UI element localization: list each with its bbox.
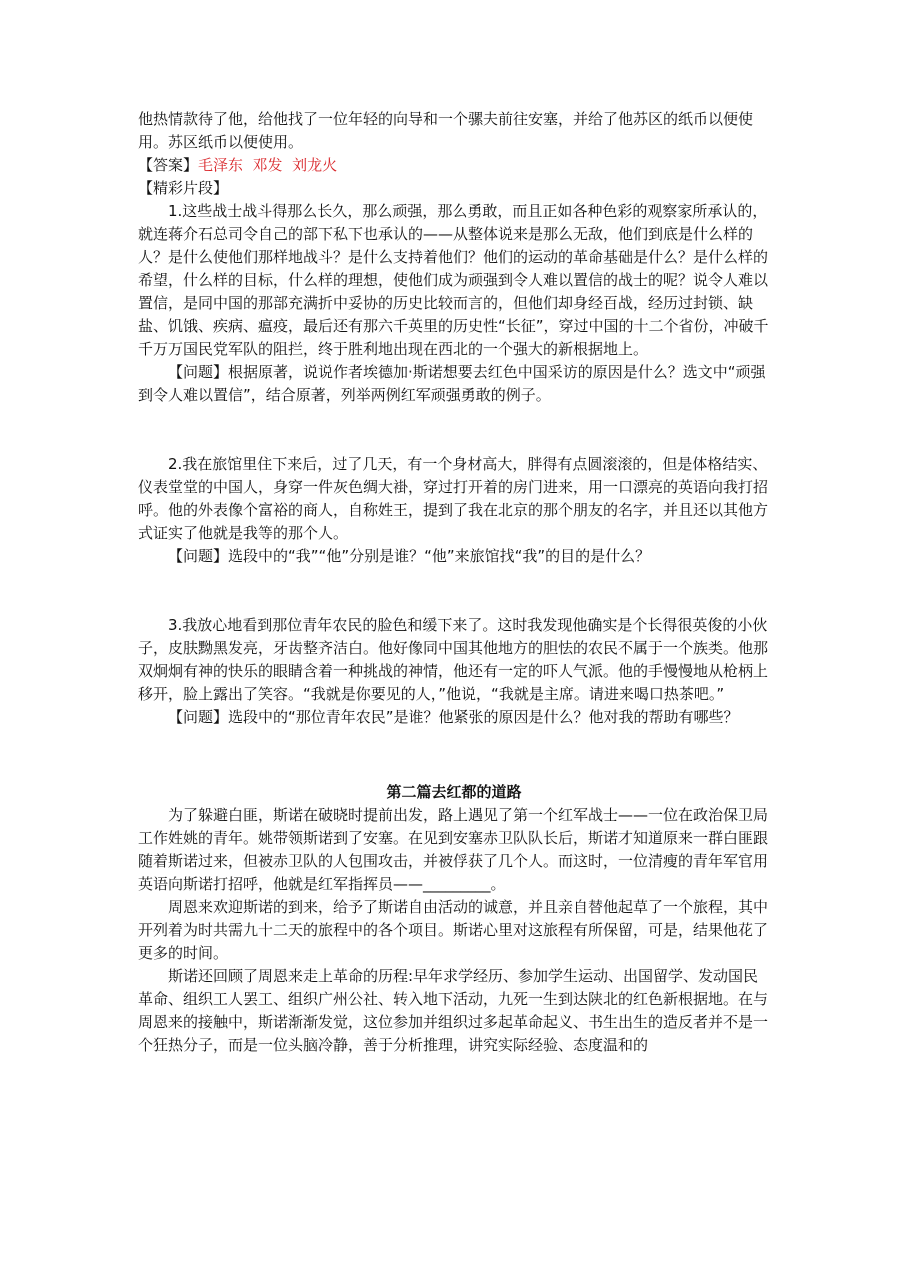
answer-label: 【答案】	[138, 156, 199, 174]
highlight-label: 【精彩片段】	[138, 179, 229, 197]
section-2-title: 第二篇去红都的道路	[386, 783, 522, 801]
document-page	[138, 108, 770, 1057]
excerpt-2-text: 2.我在旅馆里住下来后，过了几天，有一个身材高大，胖得有点圆滚滚的，但是体格结实、仪表堂堂的中国人，身穿一件灰色绸大褂，穿过打开着的房门进来，用一口漂亮的英语向我打招呼。他的外表像个富裕的商人，自称姓王，提到了我在北京的那个朋友的名字，并且还以其他方式证实了他就是我等的那个人。	[138, 455, 769, 542]
section-2-paragraph-3: 斯诺还回顾了周恩来走上革命的历程:早年求学经历、参加学生运动、出国留学、发动国民革命、组织工人罢工、组织广州公社、转入地下活动，九死一生到达陕北的红色新根据地。在与周恩来的接触中，斯诺渐渐发觉，这位参加并组织过多起革命起义、书生出生的造反者并不是一个狂热分子，而是一位头脑冷静，善于分析推理，讲究实际经验、态度温和的	[138, 967, 769, 1054]
excerpt-3-text: 3.我放心地看到那位青年农民的脸色和缓下来了。这时我发现他确实是个长得很英俊的小伙子，皮肤黝黑发亮，牙齿整齐洁白。他好像同中国其他地方的胆怯的农民不属于一个族类。他那双炯炯有神的快乐的眼睛含着一种挑战的神情，他还有一定的吓人气派。他的手慢慢地从枪柄上移开，脸上露出了笑容。“我就是你要见的人，”他说，“我就是主席。请进来喝口热茶吧。”	[138, 616, 769, 703]
answer-value: 毛泽东 邓发 刘龙火	[198, 156, 338, 174]
section-2-paragraph-1: 为了躲避白匪，斯诺在破晓时提前出发，路上遇见了第一个红军战士——一位在政治保卫局工作姓姚的青年。姚带领斯诺到了安塞。在见到安塞赤卫队队长后，斯诺才知道原来一群白匪跟随着斯诺过来，但被赤卫队的人包围攻击，并被俘获了几个人。而这时，一位清瘦的青年军官用英语向斯诺打招呼，他就是红军指挥员——_________。	[138, 806, 769, 893]
excerpt-1-text: 1.这些战士战斗得那么长久，那么顽强，那么勇敢，而且正如各种色彩的观察家所承认的，就连蒋介石总司令自己的部下私下也承认的——从整体说来是那么无敌，他们到底是什么样的人？是什么使他们那样地战斗？是什么支持着他们？他们的运动的革命基础是什么？是什么样的希望，什么样的目标，什么样的理想，使他们成为顽强到令人难以置信的战士的呢？说令人难以置信，是同中国的那部充满折中妥协的历史比较而言的，但他们却身经百战，经历过封锁、缺盐、饥饿、疾病、瘟疫，最后还有那六千英里的历史性“长征”，穿过中国的十二个省份，冲破千千万万国民党军队的阻拦，终于胜利地出现在西北的一个强大的新根据地上。	[138, 202, 769, 358]
excerpt-3-question: 【问题】选段中的“那位青年农民”是谁？他紧张的原因是什么？他对我的帮助有哪些？	[168, 708, 739, 726]
excerpt-1-question: 【问题】根据原著，说说作者埃德加·斯诺想要去红色中国采访的原因是什么？选文中“顽强到令人难以置信”，结合原著，列举两例红军顽强勇敢的例子。	[138, 363, 766, 404]
excerpt-2-question: 【问题】选段中的“我”“他”分别是谁？“他”来旅馆找“我”的目的是什么？	[168, 547, 651, 565]
intro-paragraph: 他热情款待了他，给他找了一位年轻的向导和一个骡夫前往安塞，并给了他苏区的纸币以便使用。苏区纸币以便使用。	[138, 110, 754, 151]
section-2-paragraph-2: 周恩来欢迎斯诺的到来，给予了斯诺自由活动的诚意，并且亲自替他起草了一个旅程，其中开列着为时共需九十二天的旅程中的各个项目。斯诺心里对这旅程有所保留，可是，结果他花了更多的时间。	[138, 898, 769, 962]
answer-line	[138, 154, 770, 177]
